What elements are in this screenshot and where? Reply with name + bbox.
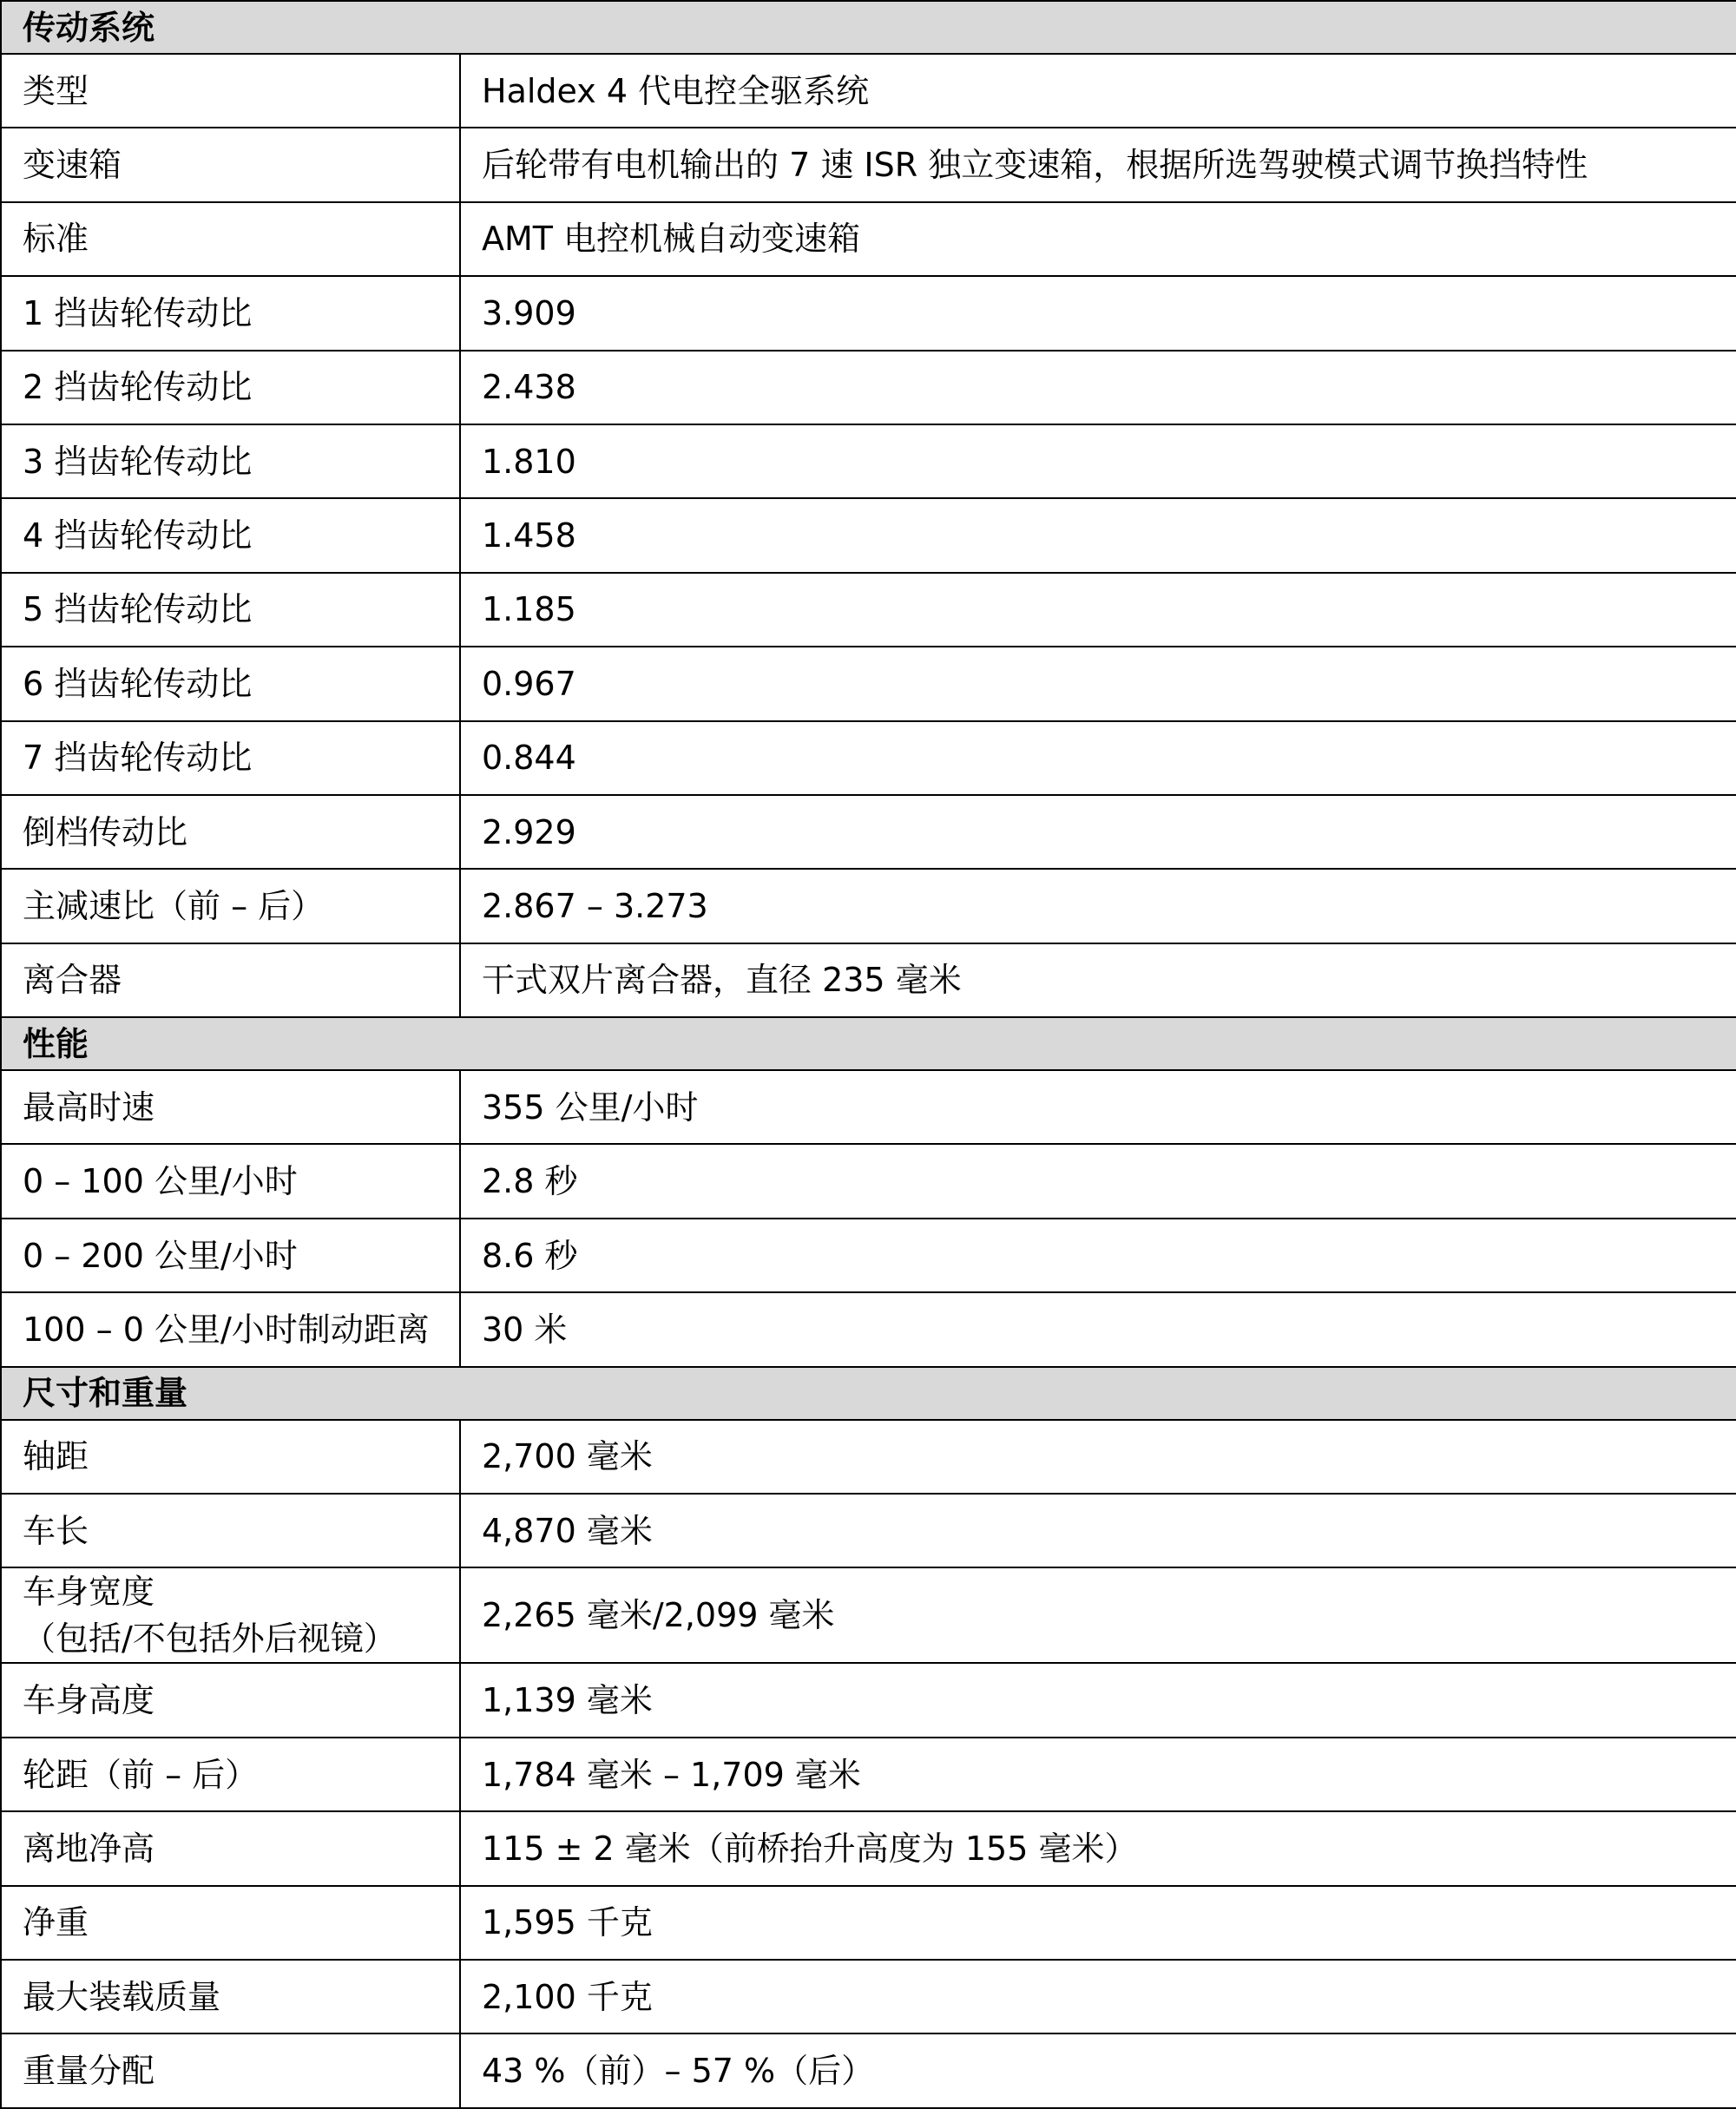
spec-label: 车长 [23, 1511, 89, 1550]
spec-value: 2,265 毫米/2,099 毫米 [460, 1567, 1736, 1663]
table-row [1, 1567, 1736, 1663]
spec-label: 离地净高 [23, 1829, 155, 1868]
spec-label: 5 挡齿轮传动比 [23, 590, 253, 629]
spec-label: 6 挡齿轮传动比 [23, 664, 253, 703]
table-row [1, 424, 1736, 498]
spec-label-cell [1, 351, 460, 424]
table-row [1, 1960, 1736, 2033]
spec-value: 1.810 [460, 424, 1736, 498]
table-row [1, 1219, 1736, 1292]
spec-value: 8.6 秒 [460, 1219, 1736, 1292]
table-row [1, 1886, 1736, 1960]
spec-label-cell [1, 573, 460, 647]
spec-label: 倒档传动比 [23, 812, 188, 851]
table-row [1, 128, 1736, 201]
table-row [1, 1292, 1736, 1366]
section-header-row [1, 1017, 1736, 1070]
spec-value: 43 %（前）– 57 %（后） [460, 2033, 1736, 2107]
table-row [1, 1420, 1736, 1494]
spec-label: 轮距（前 – 后） [23, 1755, 259, 1794]
spec-label: 3 挡齿轮传动比 [23, 442, 253, 481]
spec-value: 1,595 千克 [460, 1886, 1736, 1960]
spec-value: 1,139 毫米 [460, 1663, 1736, 1737]
table-row [1, 351, 1736, 424]
spec-label: 类型 [23, 71, 89, 110]
spec-label-cell [1, 1144, 460, 1218]
table-row [1, 1070, 1736, 1144]
spec-label: 离合器 [23, 961, 122, 1000]
spec-label: 1 挡齿轮传动比 [23, 293, 253, 332]
spec-label-cell [1, 424, 460, 498]
spec-label: 重量分配 [23, 2052, 155, 2091]
table-row [1, 943, 1736, 1017]
spec-value: 1.458 [460, 498, 1736, 572]
spec-label: 最大装载质量 [23, 1977, 221, 2016]
spec-label: 净重 [23, 1903, 89, 1942]
spec-label: 车身宽度 [23, 1573, 155, 1612]
spec-label-cell [1, 721, 460, 795]
spec-value: 4,870 毫米 [460, 1494, 1736, 1567]
spec-value: AMT 电控机械自动变速箱 [460, 202, 1736, 276]
section-title: 传动系统 [1, 1, 1736, 54]
spec-label-cell [1, 128, 460, 201]
table-row [1, 721, 1736, 795]
spec-label-cell [1, 647, 460, 720]
spec-label-cell [1, 1886, 460, 1960]
section-header-row [1, 1, 1736, 54]
spec-label-cell [1, 1811, 460, 1885]
spec-label-cell [1, 54, 460, 128]
table-row [1, 498, 1736, 572]
table-row [1, 2033, 1736, 2107]
spec-label-cell [1, 498, 460, 572]
spec-label-cell [1, 1292, 460, 1366]
table-row [1, 1494, 1736, 1567]
spec-label: 7 挡齿轮传动比 [23, 739, 253, 778]
spec-label-cell [1, 869, 460, 943]
spec-label: 轴距 [23, 1437, 89, 1476]
spec-value: 2.8 秒 [460, 1144, 1736, 1218]
spec-label: 0 – 200 公里/小时 [23, 1236, 298, 1275]
spec-value: 355 公里/小时 [460, 1070, 1736, 1144]
spec-label: 车身高度 [23, 1681, 155, 1720]
table-row [1, 202, 1736, 276]
spec-label-cell [1, 1494, 460, 1567]
spec-label-cell [1, 202, 460, 276]
table-row [1, 1738, 1736, 1811]
spec-value: 后轮带有电机输出的 7 速 ISR 独立变速箱，根据所选驾驶模式调节换挡特性 [460, 128, 1736, 201]
spec-value: 0.967 [460, 647, 1736, 720]
table-row [1, 1144, 1736, 1218]
spec-value: 0.844 [460, 721, 1736, 795]
spec-table-body [1, 1, 1736, 2108]
spec-label: 主减速比（前 – 后） [23, 886, 325, 925]
spec-label: 0 – 100 公里/小时 [23, 1162, 298, 1201]
spec-label-note: （包括/不包括外后视镜） [23, 1620, 397, 1659]
spec-label: 变速箱 [23, 146, 122, 185]
spec-label-cell [1, 1960, 460, 2033]
spec-label-cell [1, 276, 460, 350]
spec-label-cell [1, 2033, 460, 2107]
table-row [1, 276, 1736, 350]
spec-value: 30 米 [460, 1292, 1736, 1366]
spec-label-cell [1, 1219, 460, 1292]
section-title: 尺寸和重量 [1, 1367, 1736, 1420]
spec-label: 4 挡齿轮传动比 [23, 516, 253, 555]
table-row [1, 647, 1736, 720]
spec-label-cell [1, 1738, 460, 1811]
spec-value: 2,100 千克 [460, 1960, 1736, 2033]
section-title: 性能 [1, 1017, 1736, 1070]
spec-value: 干式双片离合器，直径 235 毫米 [460, 943, 1736, 1017]
spec-label: 最高时速 [23, 1087, 155, 1127]
spec-label: 100 – 0 公里/小时制动距离 [23, 1310, 430, 1349]
spec-value: 2.929 [460, 795, 1736, 869]
table-row [1, 1663, 1736, 1737]
table-row [1, 1811, 1736, 1885]
table-row [1, 869, 1736, 943]
spec-value: Haldex 4 代电控全驱系统 [460, 54, 1736, 128]
section-header-row [1, 1367, 1736, 1420]
table-row [1, 54, 1736, 128]
spec-label-cell [1, 795, 460, 869]
spec-label-cell [1, 943, 460, 1017]
spec-label: 标准 [23, 220, 89, 259]
spec-value: 2.867 – 3.273 [460, 869, 1736, 943]
spec-value: 115 ± 2 毫米（前桥抬升高度为 155 毫米） [460, 1811, 1736, 1885]
spec-value: 2,700 毫米 [460, 1420, 1736, 1494]
spec-label-cell [1, 1567, 460, 1663]
spec-label: 2 挡齿轮传动比 [23, 368, 253, 407]
spec-label-cell [1, 1663, 460, 1737]
table-row [1, 573, 1736, 647]
spec-value: 2.438 [460, 351, 1736, 424]
spec-value: 3.909 [460, 276, 1736, 350]
spec-value: 1,784 毫米 – 1,709 毫米 [460, 1738, 1736, 1811]
spec-label-cell [1, 1070, 460, 1144]
table-row [1, 795, 1736, 869]
spec-value: 1.185 [460, 573, 1736, 647]
spec-label-cell [1, 1420, 460, 1494]
